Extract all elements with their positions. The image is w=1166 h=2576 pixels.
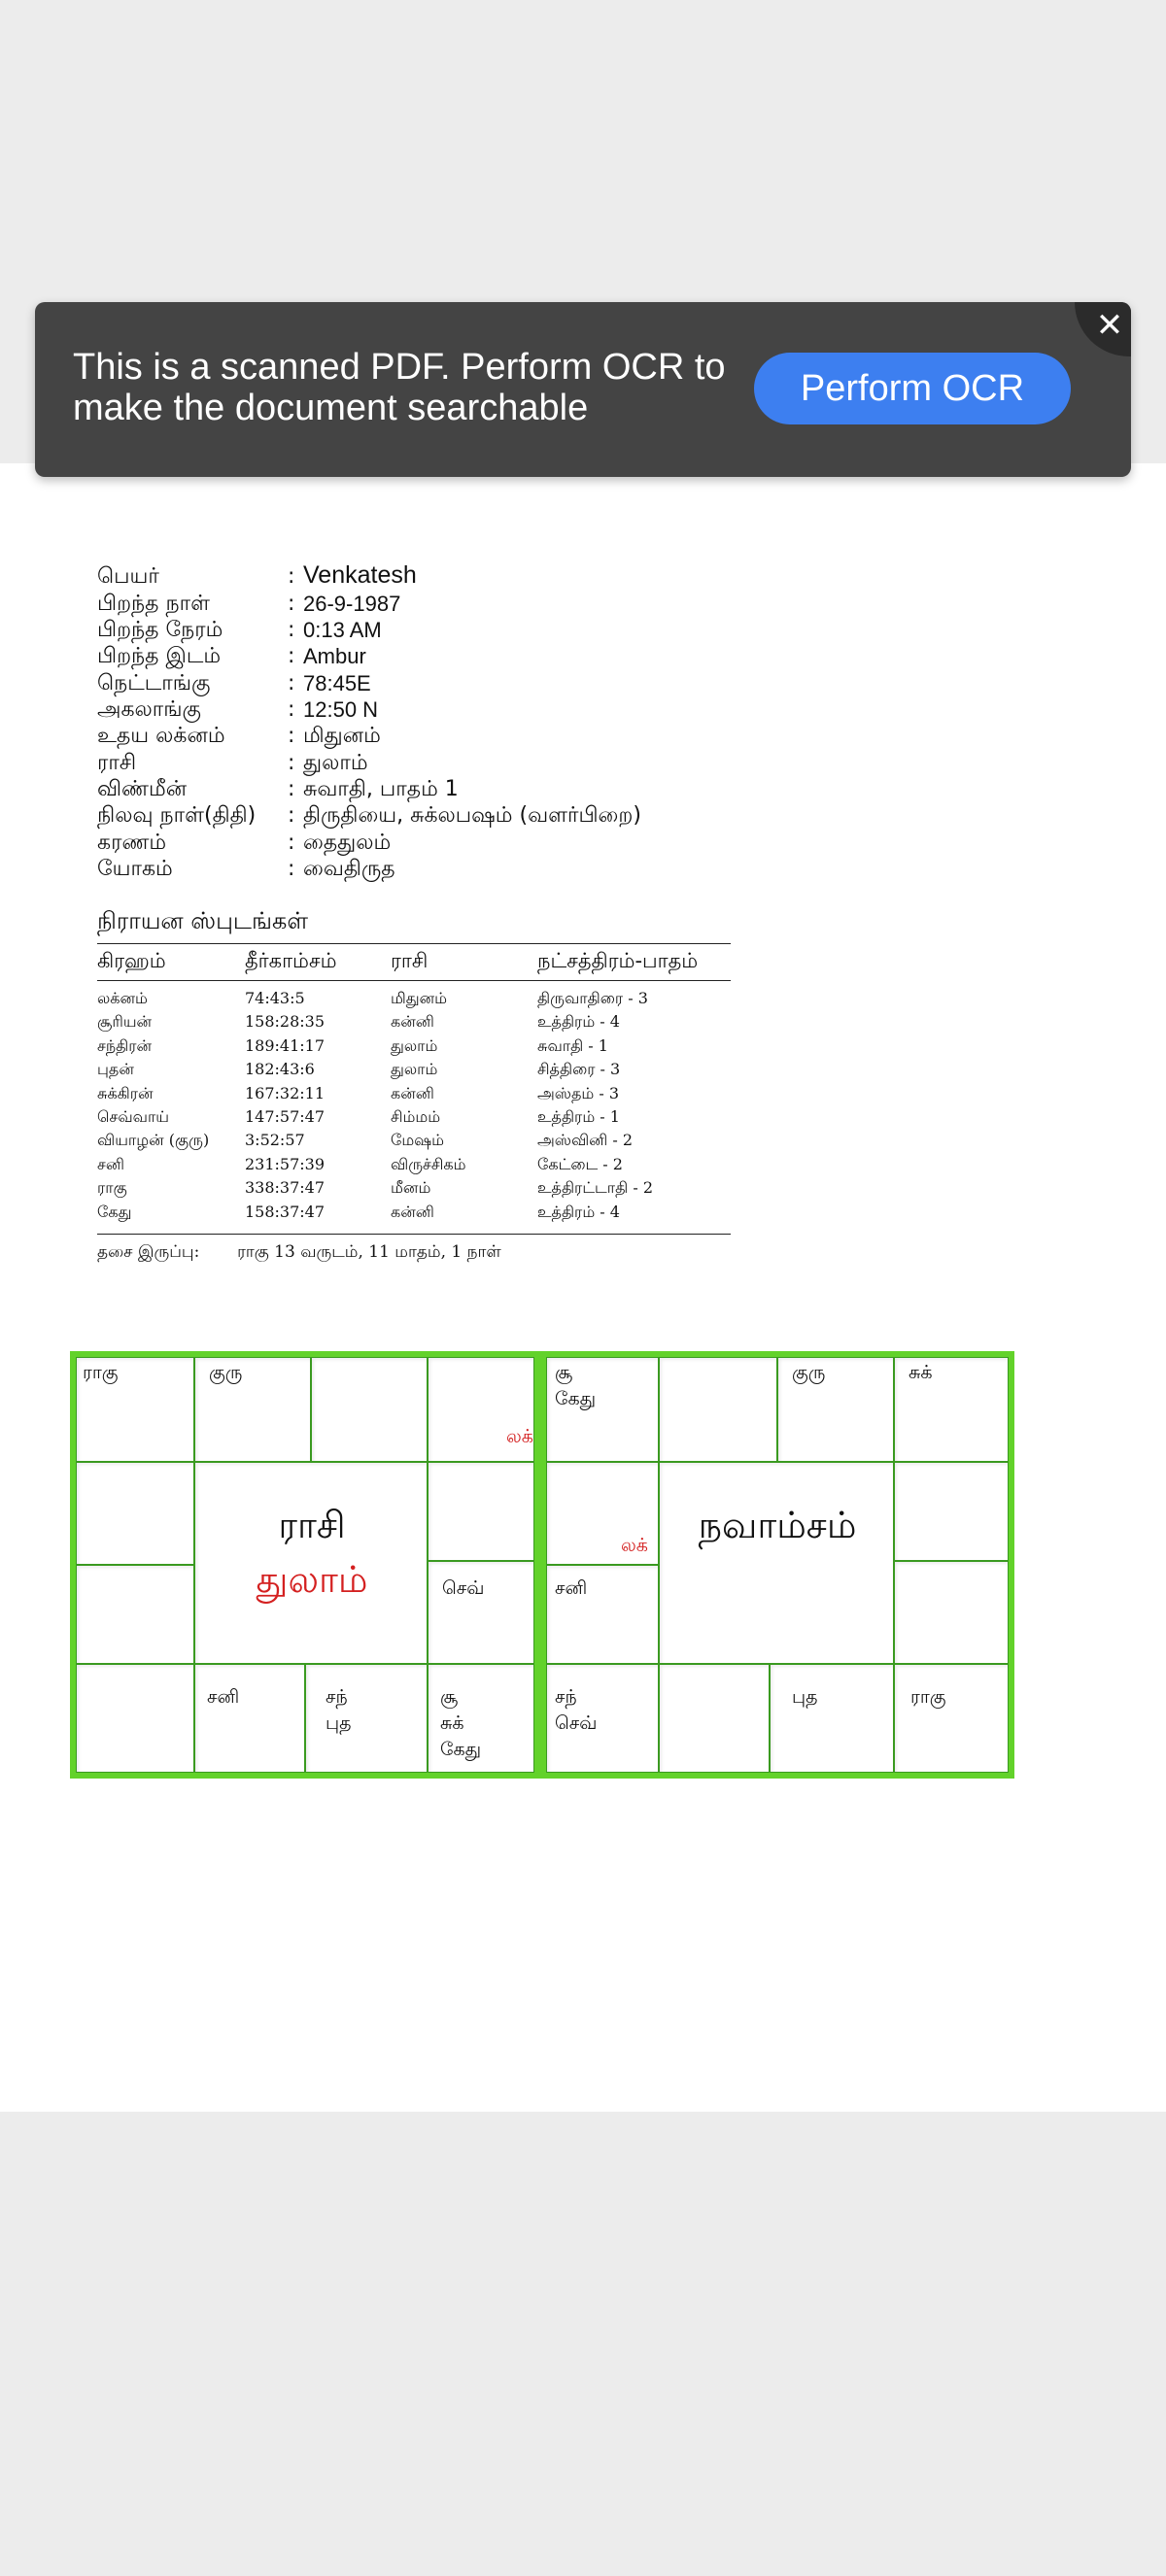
cell-longitude: 338:37:47 <box>245 1178 326 1198</box>
cell-rasi: மீனம் <box>391 1178 431 1198</box>
detail-separator: : <box>288 724 295 748</box>
rasi-cell-6 <box>428 1561 534 1664</box>
rasi-cell-2 <box>194 1357 311 1462</box>
ocr-banner <box>35 302 1131 477</box>
rasi-sign: துலாம் <box>256 1558 368 1601</box>
cell-longitude: 182:43:6 <box>245 1060 315 1079</box>
detail-value: Ambur <box>303 644 366 668</box>
rasi-cell-8 <box>305 1664 428 1773</box>
detail-value: தைதுலம் <box>303 830 392 855</box>
header-graha: கிரஹம் <box>97 949 166 972</box>
cell-graha: சுக்கிரன் <box>97 1083 154 1102</box>
rasi-chart <box>70 1351 540 1779</box>
cell-longitude: 158:28:35 <box>245 1012 326 1032</box>
navamsa-cell-11 <box>546 1565 659 1664</box>
lagna-marker: லக் <box>506 1426 533 1447</box>
cell-nakshatra: உத்திரட்டாதி - 2 <box>537 1178 654 1198</box>
detail-separator: : <box>288 644 295 668</box>
cell-nakshatra: உத்திரம் - 1 <box>537 1107 620 1126</box>
rasi-cell-1 <box>76 1357 194 1462</box>
perform-ocr-button[interactable]: Perform OCR <box>754 353 1071 424</box>
cell-longitude: 231:57:39 <box>245 1154 326 1173</box>
navamsa-title: நவாம்சம் <box>698 1504 857 1546</box>
rasi-title: ராசி <box>278 1504 346 1546</box>
table-rule-bottom <box>97 1234 731 1235</box>
detail-separator: : <box>288 618 295 642</box>
cell-nakshatra: திருவாதிரை - 3 <box>537 989 648 1007</box>
cell-rasi: துலாம் <box>391 1060 438 1079</box>
cell-graha: லக்னம் <box>97 989 148 1007</box>
rasi-cell-12 <box>76 1462 194 1565</box>
close-icon[interactable]: ✕ <box>1095 306 1124 345</box>
navamsa-cell-1 <box>546 1357 659 1462</box>
detail-label: பிறந்த நாள் <box>97 592 210 616</box>
navamsa-cell-6 <box>894 1561 1009 1664</box>
detail-value: சுவாதி, பாதம் 1 <box>303 777 459 801</box>
navamsa-cell-text: சுக் <box>909 1362 933 1383</box>
rasi-cell-3 <box>311 1357 428 1462</box>
cell-rasi: விருச்சிகம் <box>391 1154 466 1173</box>
detail-value: 26-9-1987 <box>303 592 401 616</box>
table-rule-top <box>97 943 731 944</box>
cell-longitude: 158:37:47 <box>245 1202 326 1221</box>
cell-rasi: கன்னி <box>391 1202 434 1221</box>
rasi-cell-4 <box>428 1357 534 1462</box>
navamsa-cell-text: சூ கேது <box>555 1362 597 1409</box>
cell-nakshatra: சித்திரை - 3 <box>537 1060 621 1079</box>
cell-rasi: மேஷம் <box>391 1131 445 1150</box>
sputa-title: நிராயன ஸ்புடங்கள் <box>97 907 309 934</box>
header-longitude: தீர்காம்சம் <box>245 949 337 972</box>
rasi-cell-text: சூ சுக் கேது <box>440 1686 482 1760</box>
navamsa-cell-2 <box>659 1357 777 1462</box>
cell-longitude: 189:41:17 <box>245 1035 326 1055</box>
detail-label: ராசி <box>97 751 137 775</box>
detail-separator: : <box>288 671 295 695</box>
cell-nakshatra: உத்திரம் - 4 <box>537 1012 620 1032</box>
detail-value: 12:50 N <box>303 697 379 722</box>
dasa-value: ராகு 13 வருடம், 11 மாதம், 1 நாள் <box>237 1242 501 1262</box>
rasi-cell-11 <box>76 1565 194 1664</box>
rasi-cell-text: சனி <box>207 1686 240 1708</box>
navamsa-cell-8 <box>770 1664 894 1773</box>
detail-label: பெயர் <box>97 564 159 589</box>
rasi-cell-text: குரு <box>209 1362 243 1383</box>
cell-nakshatra: அஸ்வினி - 2 <box>537 1131 634 1150</box>
cell-longitude: 3:52:57 <box>245 1131 305 1150</box>
cell-rasi: துலாம் <box>391 1035 438 1055</box>
detail-value: வைதிருத <box>303 857 395 881</box>
detail-value: மிதுனம் <box>303 724 381 748</box>
detail-label: விண்மீன் <box>97 777 188 801</box>
detail-label: நிலவு நாள்(திதி) <box>97 803 257 828</box>
detail-label: கரணம் <box>97 830 167 855</box>
rasi-cell-text: ராகு <box>83 1362 119 1383</box>
navamsa-chart <box>540 1351 1014 1779</box>
dasa-label: தசை இருப்பு: <box>97 1242 200 1262</box>
navamsa-cell-text: சந் செவ் <box>555 1686 598 1734</box>
detail-separator: : <box>288 697 295 722</box>
ocr-banner-message: This is a scanned PDF. Perform OCR to make the document searchable <box>73 347 726 428</box>
navamsa-cell-text: குரு <box>792 1362 826 1383</box>
rasi-cell-10 <box>76 1664 194 1773</box>
navamsa-cell-12 <box>546 1462 659 1565</box>
detail-label: பிறந்த நேரம் <box>97 618 223 642</box>
detail-value: திருதியை, சுக்லபஷம் (வளர்பிறை) <box>303 803 641 828</box>
cell-longitude: 167:32:11 <box>245 1083 326 1102</box>
detail-value: Venkatesh <box>303 561 417 589</box>
header-nakshatra: நட்சத்திரம்-பாதம் <box>537 949 699 972</box>
detail-label: அகலாங்கு <box>97 697 201 722</box>
rasi-cell-9 <box>194 1664 305 1773</box>
cell-rasi: கன்னி <box>391 1083 434 1102</box>
rasi-cell-5 <box>428 1462 534 1561</box>
document-page <box>0 463 1166 2112</box>
cell-graha: சூரியன் <box>97 1012 153 1032</box>
cell-nakshatra: சுவாதி - 1 <box>537 1035 608 1055</box>
cell-rasi: கன்னி <box>391 1012 434 1032</box>
cell-graha: சந்திரன் <box>97 1035 153 1055</box>
navamsa-cell-3 <box>777 1357 894 1462</box>
detail-separator: : <box>288 592 295 616</box>
navamsa-cell-text: சனி <box>555 1577 588 1599</box>
cell-rasi: சிம்மம் <box>391 1107 441 1126</box>
cell-graha: ராகு <box>97 1178 127 1198</box>
navamsa-cell-7 <box>894 1664 1009 1773</box>
header-rasi: ராசி <box>391 949 429 972</box>
detail-separator: : <box>288 564 295 589</box>
cell-graha: வியாழன் (குரு) <box>97 1131 210 1150</box>
detail-separator: : <box>288 777 295 801</box>
detail-value: துலாம் <box>303 751 368 775</box>
cell-nakshatra: உத்திரம் - 4 <box>537 1202 620 1221</box>
rasi-center <box>194 1462 428 1664</box>
detail-value: 78:45E <box>303 671 371 695</box>
cell-longitude: 74:43:5 <box>245 989 305 1007</box>
navamsa-center <box>659 1462 894 1664</box>
detail-separator: : <box>288 751 295 775</box>
cell-rasi: மிதுனம் <box>391 989 448 1007</box>
lagna-marker: லக் <box>621 1535 648 1556</box>
navamsa-cell-9 <box>659 1664 770 1773</box>
navamsa-cell-10 <box>546 1664 659 1773</box>
detail-value: 0:13 AM <box>303 618 382 642</box>
detail-separator: : <box>288 857 295 881</box>
detail-label: நெட்டாங்கு <box>97 671 211 695</box>
navamsa-cell-text: ராகு <box>910 1686 946 1708</box>
cell-graha: புதன் <box>97 1060 134 1079</box>
navamsa-cell-text: புத <box>792 1686 818 1708</box>
cell-graha: கேது <box>97 1202 132 1221</box>
detail-separator: : <box>288 830 295 855</box>
cell-longitude: 147:57:47 <box>245 1107 326 1126</box>
rasi-cell-7 <box>428 1664 534 1773</box>
detail-label: உதய லக்னம் <box>97 724 225 748</box>
navamsa-cell-4 <box>894 1357 1009 1462</box>
detail-separator: : <box>288 803 295 828</box>
detail-label: யோகம் <box>97 857 173 881</box>
detail-label: பிறந்த இடம் <box>97 644 222 668</box>
rasi-cell-text: சந் புத <box>326 1686 352 1734</box>
cell-nakshatra: அஸ்தம் - 3 <box>537 1083 620 1102</box>
cell-nakshatra: கேட்டை - 2 <box>537 1154 623 1173</box>
cell-graha: செவ்வாய் <box>97 1107 170 1126</box>
navamsa-cell-5 <box>894 1462 1009 1561</box>
dasa-balance <box>97 1242 501 1264</box>
cell-graha: சனி <box>97 1154 124 1173</box>
rasi-cell-text: செவ் <box>442 1577 485 1599</box>
table-rule-header <box>97 980 731 981</box>
